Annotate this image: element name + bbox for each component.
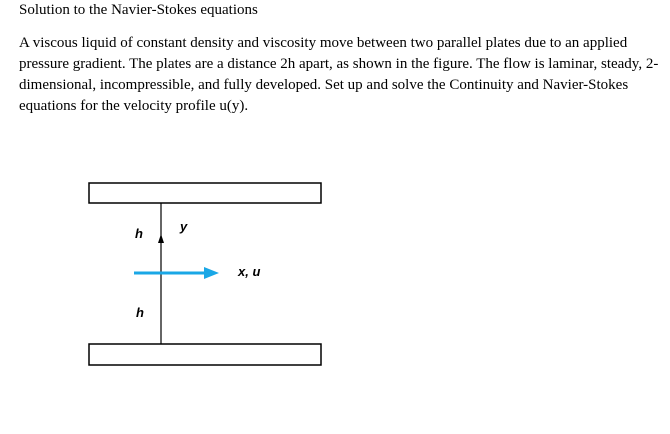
flow-arrow-head bbox=[204, 267, 219, 279]
label-y: y bbox=[180, 219, 188, 234]
top-plate bbox=[89, 183, 321, 203]
y-axis-arrowhead bbox=[158, 234, 164, 243]
label-h-top: h bbox=[135, 226, 143, 241]
label-h-bottom: h bbox=[136, 305, 144, 320]
bottom-plate bbox=[89, 344, 321, 365]
problem-statement: A viscous liquid of constant density and viscosity move between two parallel plates due to an applied pressure gradient. The plates are a distance 2h apart, as shown in the figure. The flow is laminar, steady, 2-dimensional, incompressible, and fully developed. Set up and solve the Continuity and Navier-Stokes equations for the velocity profile u(y). bbox=[19, 35, 659, 114]
document-title: Solution to the Navier-Stokes equations bbox=[19, 2, 258, 18]
label-x-u: x, u bbox=[238, 264, 261, 279]
